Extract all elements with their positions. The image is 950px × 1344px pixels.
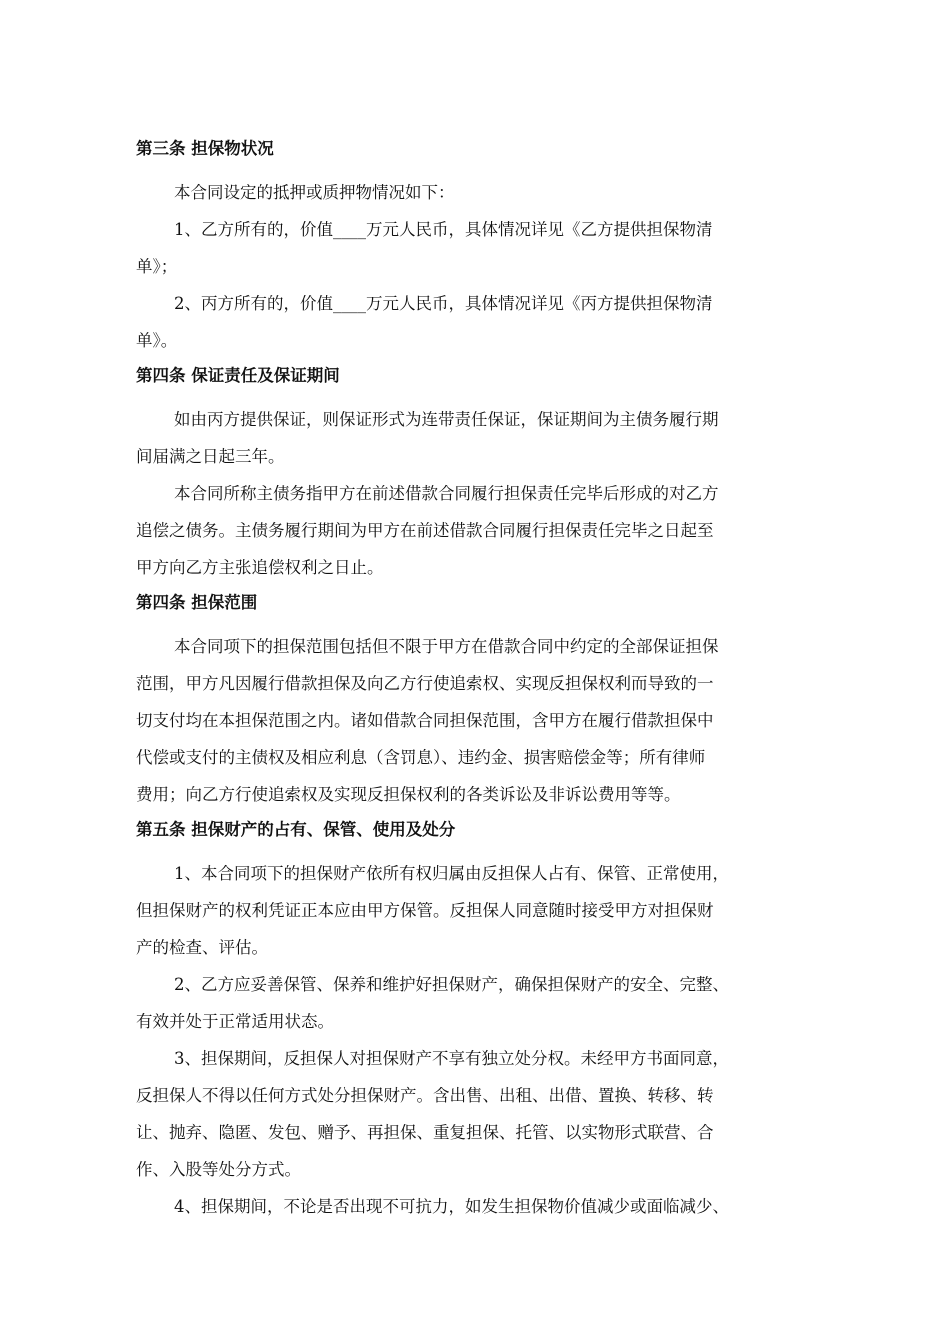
text-line: 3、担保期间，反担保人对担保财产不享有独立处分权。未经甲方书面同意， [174,1049,729,1068]
text-line: 反担保人不得以任何方式处分担保财产。含出售、出租、出借、置换、转移、转 [136,1086,714,1105]
text-line: 本合同项下的担保范围包括但不限于甲方在借款合同中约定的全部保证担保 [174,637,719,656]
paragraph [136,628,826,813]
text-line: 追偿之债务。主债务履行期间为甲方在前述借款合同履行担保责任完毕之日起至 [136,521,714,540]
paragraph [136,1040,826,1188]
section-heading: 第五条 担保财产的占有、保管、使用及处分 [136,820,456,839]
text-line: 费用；向乙方行使追索权及实现反担保权利的各类诉讼及非诉讼费用等等。 [136,785,681,804]
text-line: 甲方向乙方主张追偿权利之日止。 [136,558,384,577]
text-line: 本合同设定的抵押或质押物情况如下： [174,183,455,202]
section-heading: 第四条 担保范围 [136,593,258,612]
text-line: 单》； [136,257,178,276]
paragraph [136,475,826,586]
paragraph [136,285,826,359]
paragraph [136,401,826,475]
text-line: 范围，甲方凡因履行借款担保及向乙方行使追索权、实现反担保权利而导致的一 [136,674,714,693]
paragraph [136,1188,826,1225]
paragraph [136,966,826,1040]
paragraph [136,211,826,285]
paragraph [136,174,826,211]
text-line: 产的检查、评估。 [136,938,268,957]
text-line: 1、乙方所有的，价值____万元人民币，具体情况详见《乙方提供担保物清 [174,220,713,239]
paragraph [136,855,826,966]
text-line: 有效并处于正常适用状态。 [136,1012,334,1031]
text-line: 作、入股等处分方式。 [136,1160,301,1179]
text-line: 单》。 [136,331,178,350]
text-line: 2、丙方所有的，价值____万元人民币，具体情况详见《丙方提供担保物清 [174,294,713,313]
text-line: 如由丙方提供保证，则保证形式为连带责任保证，保证期间为主债务履行期 [174,410,719,429]
section-heading: 第三条 担保物状况 [136,139,274,158]
text-line: 代偿或支付的主债权及相应利息（含罚息）、违约金、损害赔偿金等；所有律师 [136,748,706,767]
section-heading: 第四条 保证责任及保证期间 [136,366,340,385]
text-line: 1、本合同项下的担保财产依所有权归属由反担保人占有、保管、正常使用， [174,864,729,883]
text-line: 但担保财产的权利凭证正本应由甲方保管。反担保人同意随时接受甲方对担保财 [136,901,714,920]
text-line: 2、乙方应妥善保管、保养和维护好担保财产，确保担保财产的安全、完整、 [174,975,729,994]
text-line: 4、担保期间，不论是否出现不可抗力，如发生担保物价值减少或面临减少、 [174,1197,729,1216]
text-line: 间届满之日起三年。 [136,447,285,466]
text-line: 切支付均在本担保范围之内。诸如借款合同担保范围，含甲方在履行借款担保中 [136,711,714,730]
document-body [136,137,826,1225]
text-line: 本合同所称主债务指甲方在前述借款合同履行担保责任完毕后形成的对乙方 [174,484,719,503]
text-line: 让、抛弃、隐匿、发包、赠予、再担保、重复担保、托管、以实物形式联营、合 [136,1123,714,1142]
